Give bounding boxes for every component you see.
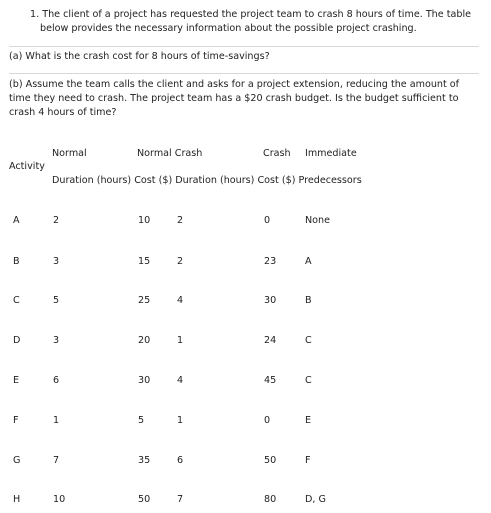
intro-line-1: 1. The client of a project has requested the project team to crash 8 hours of time. The table bbox=[30, 9, 472, 20]
cell-predecessors: E bbox=[305, 415, 312, 426]
cell-predecessors: D, G bbox=[305, 494, 326, 505]
cell-predecessors: None bbox=[305, 215, 331, 226]
cell-crash-duration: 1 bbox=[177, 335, 184, 346]
cell-predecessors: F bbox=[305, 455, 311, 466]
cell-normal-duration: 5 bbox=[53, 295, 60, 306]
cell-normal-duration: 7 bbox=[53, 455, 60, 466]
cell-crash-duration: 6 bbox=[177, 455, 184, 466]
cell-normal-cost: 10 bbox=[138, 215, 151, 226]
cell-crash-cost: 0 bbox=[264, 215, 271, 226]
cell-predecessors: C bbox=[305, 375, 312, 386]
question-intro bbox=[30, 8, 485, 36]
cell-normal-duration: 10 bbox=[53, 494, 66, 505]
cell-normal-cost: 35 bbox=[138, 455, 151, 466]
header-normal: Normal bbox=[52, 148, 87, 159]
cell-crash-cost: 24 bbox=[264, 335, 277, 346]
cell-normal-cost: 50 bbox=[138, 494, 151, 505]
intro-line-2: below provides the necessary information about the possible project crashing. bbox=[40, 23, 417, 34]
divider bbox=[9, 73, 479, 74]
cell-normal-duration: 6 bbox=[53, 375, 60, 386]
cell-crash-duration: 4 bbox=[177, 295, 184, 306]
cell-predecessors: B bbox=[305, 295, 312, 306]
cell-crash-cost: 0 bbox=[264, 415, 271, 426]
part-b-line-1: (b) Assume the team calls the client and asks for a project extension, reducing the amount of bbox=[9, 79, 460, 90]
cell-predecessors: C bbox=[305, 335, 312, 346]
cell-predecessors: A bbox=[305, 256, 312, 267]
cell-activity: H bbox=[13, 494, 21, 505]
part-b-line-2: time they need to crash. The project team has a $20 crash budget. Is the budget sufficient to bbox=[9, 93, 459, 104]
cell-activity: C bbox=[13, 295, 20, 306]
cell-normal-cost: 15 bbox=[138, 256, 151, 267]
cell-activity: G bbox=[13, 455, 21, 466]
cell-crash-cost: 30 bbox=[264, 295, 277, 306]
cell-normal-duration: 1 bbox=[53, 415, 60, 426]
cell-normal-cost: 30 bbox=[138, 375, 151, 386]
cell-activity: E bbox=[13, 375, 20, 386]
header-normal-crash: Normal Crash bbox=[137, 148, 203, 159]
header-immediate: Immediate bbox=[305, 148, 357, 159]
cell-normal-duration: 3 bbox=[53, 335, 60, 346]
question-part-a: (a) What is the crash cost for 8 hours of time-savings? bbox=[9, 51, 270, 62]
cell-activity: B bbox=[13, 256, 20, 267]
cell-crash-duration: 4 bbox=[177, 375, 184, 386]
divider bbox=[9, 46, 479, 47]
cell-normal-duration: 2 bbox=[53, 215, 60, 226]
cell-activity: D bbox=[13, 335, 21, 346]
cell-activity: F bbox=[13, 415, 19, 426]
cell-normal-cost: 20 bbox=[138, 335, 151, 346]
cell-crash-cost: 45 bbox=[264, 375, 277, 386]
cell-crash-cost: 80 bbox=[264, 494, 277, 505]
cell-activity: A bbox=[13, 215, 20, 226]
cell-normal-cost: 5 bbox=[138, 415, 145, 426]
cell-normal-duration: 3 bbox=[53, 256, 60, 267]
cell-crash-cost: 50 bbox=[264, 455, 277, 466]
cell-crash-duration: 1 bbox=[177, 415, 184, 426]
question-part-b bbox=[9, 78, 479, 120]
header-activity: Activity bbox=[9, 161, 45, 172]
header-columns: Duration (hours) Cost ($) Duration (hours) Cost ($) Predecessors bbox=[52, 175, 362, 186]
cell-crash-cost: 23 bbox=[264, 256, 277, 267]
cell-crash-duration: 2 bbox=[177, 215, 184, 226]
header-crash: Crash bbox=[263, 148, 291, 159]
cell-crash-duration: 2 bbox=[177, 256, 184, 267]
cell-normal-cost: 25 bbox=[138, 295, 151, 306]
cell-crash-duration: 7 bbox=[177, 494, 184, 505]
part-b-line-3: crash 4 hours of time? bbox=[9, 107, 117, 118]
